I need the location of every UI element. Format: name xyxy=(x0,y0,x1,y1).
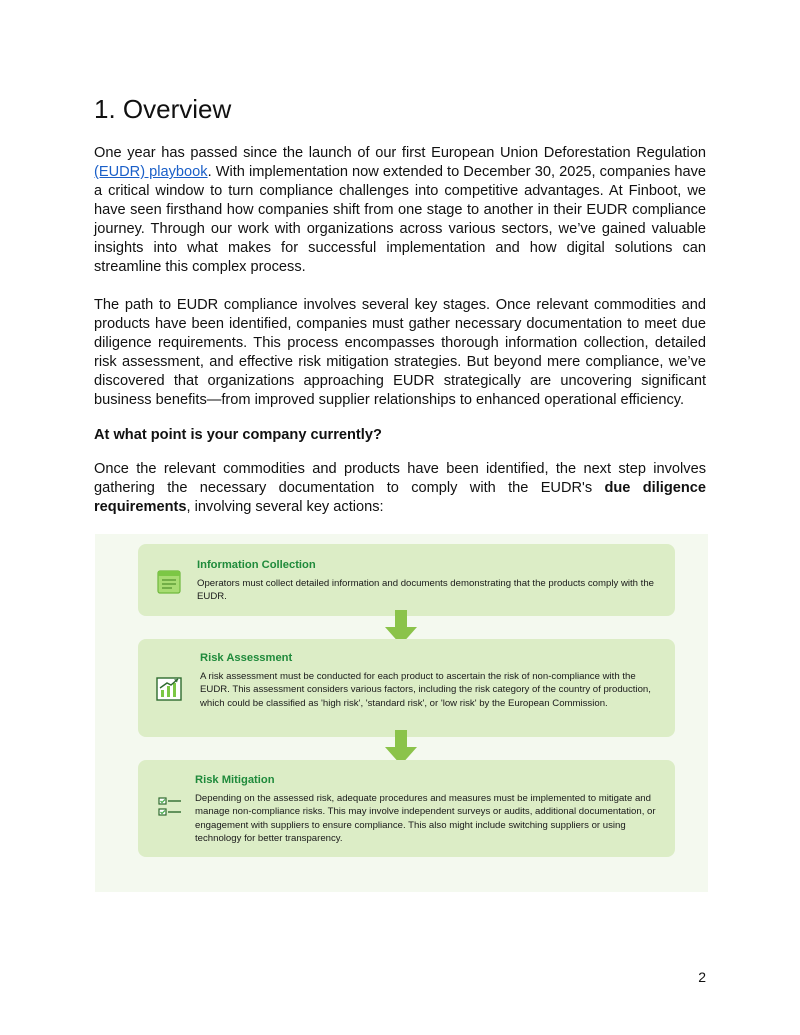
due-diligence-bold-text: due diligence requirements xyxy=(94,480,707,515)
checklist-icon xyxy=(156,794,184,822)
due-diligence-text-end: , involving several key actions: xyxy=(186,499,384,515)
document-list-icon xyxy=(155,568,183,596)
compliance-path-paragraph: The path to EUDR compliance involves several key stages. Once relevant commodities and products have been identified, companies must gather necessary documentation to meet due diligence requirements. This process encompasses thorough information collection, detailed risk assessment, and effective risk mitigation strategies. But beyond mere compliance, we’ve discovered that organizations approaching EUDR strategically are uncovering significant business benefits—from improved supplier relationships to enhanced operational efficiency. xyxy=(94,297,706,408)
question-heading: At what point is your company currently? xyxy=(94,427,382,443)
step-description: A risk assessment must be conducted for each product to ascertain the risk of non-compliance with the EUDR. This assessment considers various factors, including the risk category of the country of production, which could be classified as 'high risk', 'standard risk', or 'low risk' by the European Commission. xyxy=(200,671,651,709)
step-title: Information Collection xyxy=(197,559,316,571)
section-title: 1. Overview xyxy=(94,94,232,124)
eudr-playbook-link[interactable]: (EUDR) playbook xyxy=(94,164,208,180)
due-diligence-diagram xyxy=(95,534,708,892)
intro-text-end: . With implementation now extended to December 30, 2025, companies have a critical window to turn compliance challenges into competitive advantages. At Finboot, we have seen firsthand how companies shift from one stage to another in their EUDR compliance journey. Through our work with organizations across various sectors, we’ve gained valuable insights into what makes for successful implementation and how digital solutions can streamline this complex process. xyxy=(94,164,706,275)
due-diligence-text-start: Once the relevant commodities and products have been identified, the next step involves gathering the necessary documentation to comply with the EUDR's xyxy=(94,461,706,496)
step-description: Operators must collect detailed information and documents demonstrating that the products comply with the EUDR. xyxy=(197,578,655,603)
intro-paragraph xyxy=(94,144,706,277)
step-card-information-collection xyxy=(138,544,675,616)
step-title: Risk Assessment xyxy=(200,652,293,664)
step-card-risk-mitigation xyxy=(138,760,675,857)
bar-chart-up-icon xyxy=(155,674,183,702)
intro-text-start: One year has passed since the launch of our first European Union Deforestation Regulation xyxy=(94,145,706,161)
step-card-risk-assessment xyxy=(138,639,675,737)
step-title: Risk Mitigation xyxy=(195,774,275,786)
step-description: Depending on the assessed risk, adequate procedures and measures must be implemented to mitigate and manage non-compliance risks. This may involve independent surveys or audits, additional documentation, or engagement with suppliers to ensure compliance. This also might include switching suppliers or using technology for better transparency. xyxy=(195,793,656,844)
page-number: 2 xyxy=(698,969,706,985)
due-diligence-paragraph xyxy=(94,460,706,517)
